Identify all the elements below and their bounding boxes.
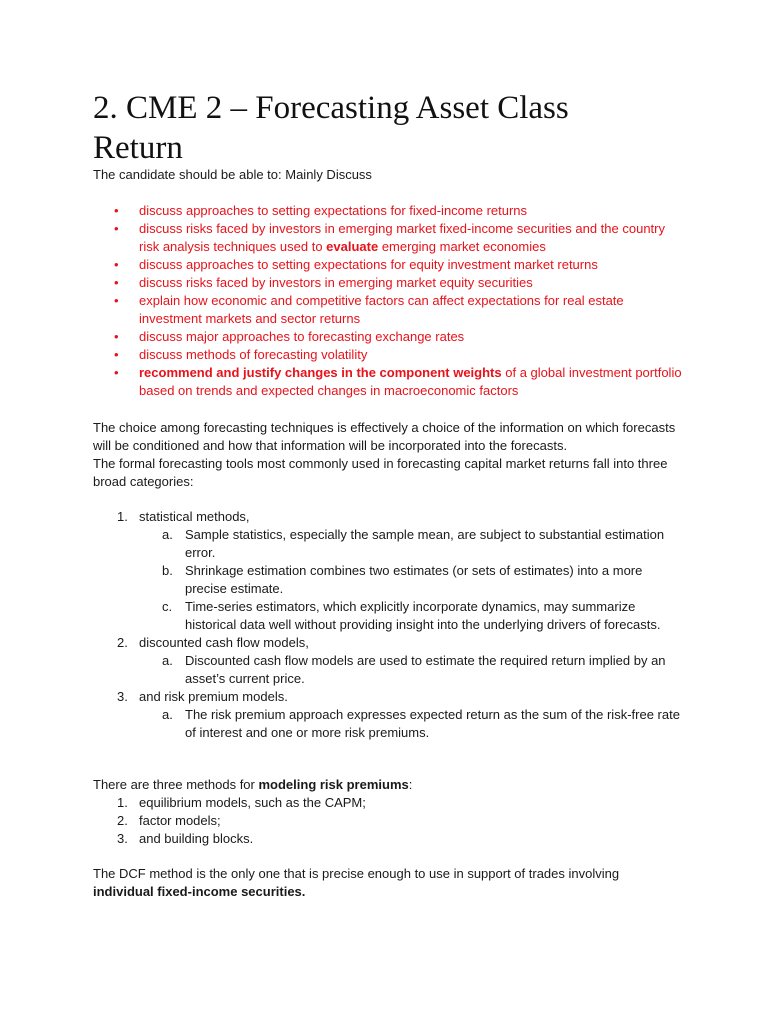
bullet-icon: • — [114, 257, 119, 272]
learning-objectives-list — [93, 202, 683, 400]
intro-text: The candidate should be able to: Mainly Discuss — [93, 167, 372, 182]
list-item: 3. and building blocks. — [117, 831, 254, 846]
sub-list — [139, 706, 683, 742]
objective-item: • discuss major approaches to forecasting exchange rates — [114, 329, 465, 344]
bullet-icon: • — [114, 329, 119, 344]
objective-item: • discuss risks faced by investors in emerging market fixed-income securities and the country risk analysis techniques used to evaluate emerging market economies — [114, 221, 665, 254]
objective-item: • explain how economic and competitive factors can affect expectations for real estate investment markets and sector returns — [114, 293, 624, 326]
objective-item: • discuss approaches to setting expectations for equity investment market returns — [114, 257, 598, 272]
sub-list-item: a. Discounted cash flow models are used to estimate the required return implied by an asset’s current price. — [162, 653, 666, 686]
objective-item: • discuss approaches to setting expectations for fixed-income returns — [114, 203, 528, 218]
bullet-icon: • — [114, 293, 119, 308]
objective-item: • discuss methods of forecasting volatility — [114, 347, 368, 362]
sub-list — [139, 526, 683, 634]
bullet-icon: • — [114, 347, 119, 362]
risk-premium-intro: There are three methods for modeling risk premiums: — [93, 777, 413, 792]
list-item: 2. discounted cash flow models, a. Discounted cash flow models are used to estimate the required return implied by an asset’s current price. — [93, 634, 683, 688]
bullet-icon: • — [114, 365, 119, 380]
bullet-icon: • — [114, 203, 119, 218]
bullet-icon: • — [114, 221, 119, 236]
sub-list-item: b. Shrinkage estimation combines two estimates (or sets of estimates) into a more precise estimate. — [162, 563, 643, 596]
sub-list-item: a. The risk premium approach expresses expected return as the sum of the risk-free rate of interest and one or more risk premiums. — [162, 707, 680, 740]
sub-list-item: a. Sample statistics, especially the sample mean, are subject to substantial estimation error. — [162, 527, 665, 560]
page-title: 2. CME 2 – Forecasting Asset Class Return — [93, 90, 569, 166]
list-item: 1. equilibrium models, such as the CAPM; — [117, 795, 366, 810]
sub-list — [139, 652, 683, 688]
risk-premium-methods-list — [93, 794, 683, 848]
objective-item: • discuss risks faced by investors in emerging market equity securities — [114, 275, 533, 290]
list-item: 2. factor models; — [117, 813, 221, 828]
list-item: 1. statistical methods, a. Sample statistics, especially the sample mean, are subject to substantial estimation error. b. Shrinkage estimation combines two estimates (or sets of estimates) into a more precise estimate. c. Time-series estimators, which explicitly incorporate dynamics, may summarize historical data well without providing insight into the underlying drivers of forecasts. — [93, 508, 683, 634]
forecasting-tools-list — [93, 508, 683, 742]
list-item: 3. and risk premium models. a. The risk premium approach expresses expected return as the sum of the risk-free rate of interest and one or more risk premiums. — [93, 688, 683, 742]
objective-item: • recommend and justify changes in the component weights of a global investment portfolio based on trends and expected changes in macroeconomic factors — [114, 365, 682, 398]
sub-list-item: c. Time-series estimators, which explicitly incorporate dynamics, may summarize historical data well without providing insight into the underlying drivers of forecasts. — [162, 599, 661, 632]
bullet-icon: • — [114, 275, 119, 290]
forecasting-paragraph: The choice among forecasting techniques is effectively a choice of the information on which forecasts will be conditioned and how that information will be incorporated into the forecasts. The formal forecasting tools most commonly used in forecasting capital market returns fall into three broad categories: — [93, 420, 676, 489]
dcf-paragraph: The DCF method is the only one that is precise enough to use in support of trades involving individual fixed-income securities. — [93, 866, 620, 899]
